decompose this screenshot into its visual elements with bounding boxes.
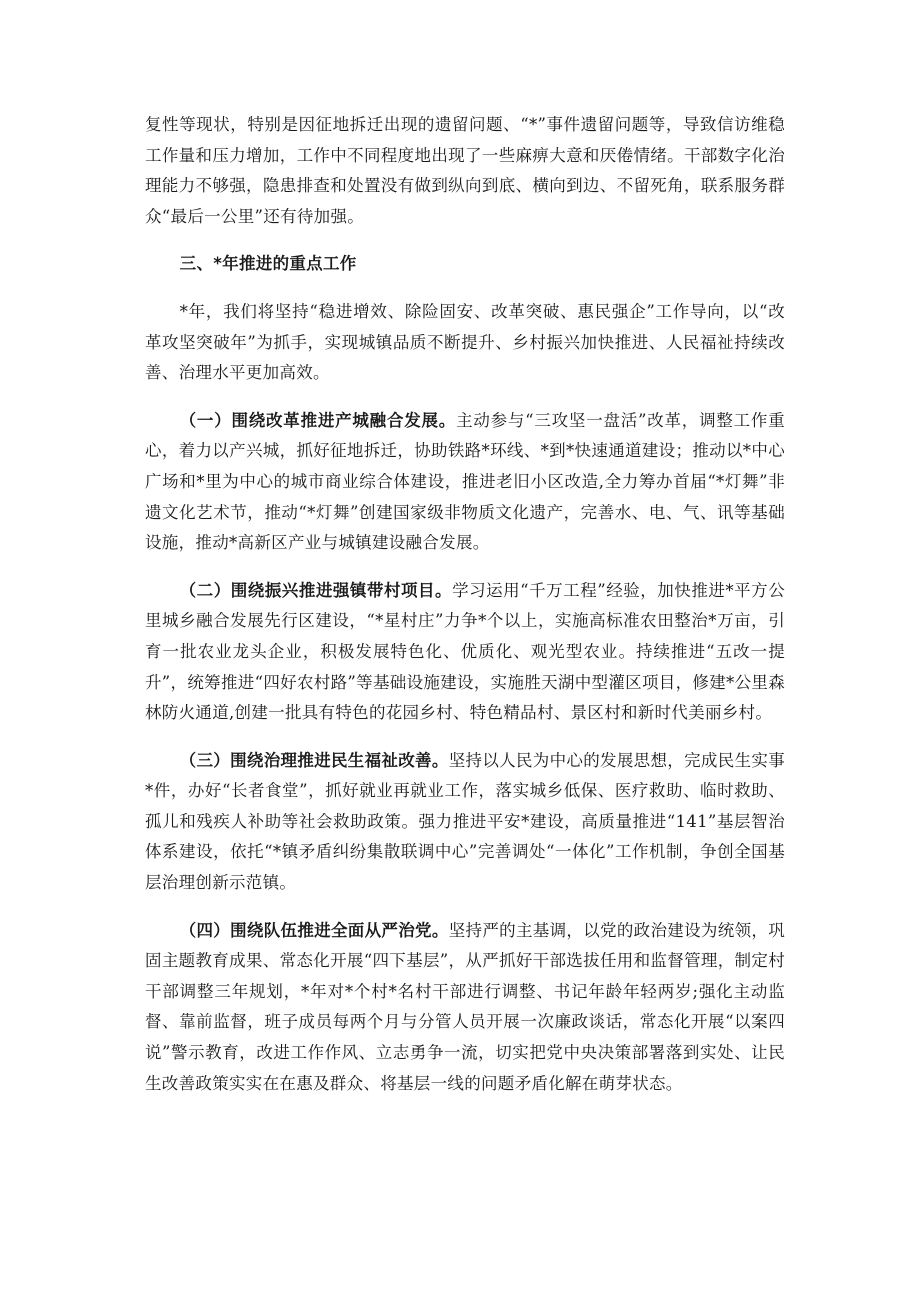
item-paragraph-2	[145, 576, 785, 729]
item-paragraph-3	[145, 746, 785, 899]
item-body-1: 主动参与“三攻坚一盘活”改革，调整工作重心，着力以产兴城，抓好征地拆迁，协助铁路*环线、*到*快速通道建设；推动以*中心广场和*里为中心的城市商业综合体建设，推进老旧小区改造,全力筹办首届“*灯舞”非遗文化艺术节，推动“*灯舞”创建国家级非物质文化遗产，完善水、电、气、讯等基础设施，推动*高新区产业与城镇建设融合发展。	[145, 410, 785, 553]
item-body-3: 坚持以人民为中心的发展思想，完成民生实事*件，办好“长者食堂”，抓好就业再就业工作，落实城乡低保、医疗救助、临时救助、孤儿和残疾人补助等社会救助政策。强力推进平安*建设，高质量推进“141”基层智治体系建设，依托“*镇矛盾纠纷集散联调中心”完善调处“一体化”工作机制，争创全国基层治理创新示范镇。	[145, 750, 785, 893]
item-body-2: 学习运用“千万工程”经验，加快推进*平方公里城乡融合发展先行区建设，“*星村庄”力争*个以上，实施高标准农田整治*万亩，引育一批农业龙头企业，积极发展特色化、优质化、观光型农业。持续推进“五改一提升”，统筹推进“四好农村路”等基础设施建设，实施胜天湖中型灌区项目，修建*公里森林防火通道,创建一批具有特色的花园乡村、特色精品村、景区村和新时代美丽乡村。	[145, 580, 785, 723]
section-heading: 三、*年推进的重点工作	[179, 254, 357, 274]
item-title-2: （二）围绕振兴推进强镇带村项目。	[179, 580, 453, 600]
item-body-4: 坚持严的主基调，以党的政治建设为统领，巩固主题教育成果、常态化开展“四下基层”，从严抓好干部选拔任用和监督管理，制定村干部调整三年规划，*年对*个村*名村干部进行调整、书记年龄年轻两岁;强化主动监督、靠前监督，班子成员每两个月与分管人员开展一次廉政谈话，常态化开展“以案四说”警示教育，改进工作作风、立志勇争一流，切实把党中央决策部署落到实处、让民生改善政策实实在在惠及群众、将基层一线的问题矛盾化解在萌芽状态。	[145, 920, 785, 1093]
document-page	[145, 110, 785, 1099]
item-title-3: （三）围绕治理推进民生福祉改善。	[179, 750, 449, 770]
item-paragraph-1	[145, 406, 785, 559]
paragraph-continuation: 复性等现状，特别是因征地拆迁出现的遗留问题、“*”事件遗留问题等，导致信访维稳工作量和压力增加，工作中不同程度地出现了一些麻痹大意和厌倦情绪。干部数字化治理能力不够强，隐患排查和处置没有做到纵向到底、横向到边、不留死角，联系服务群众“最后一公里”还有待加强。	[145, 115, 785, 226]
item-title-4: （四）围绕队伍推进全面从严治党。	[179, 920, 449, 940]
item-paragraph-4	[145, 916, 785, 1100]
intro-paragraph: *年，我们将坚持“稳进增效、除险固安、改革突破、惠民强企”工作导向，以“改革攻坚突破年”为抓手，实现城镇品质不断提升、乡村振兴加快推进、人民福祉持续改善、治理水平更加高效。	[145, 301, 785, 383]
item-title-1: （一）围绕改革推进产城融合发展。	[179, 410, 457, 430]
